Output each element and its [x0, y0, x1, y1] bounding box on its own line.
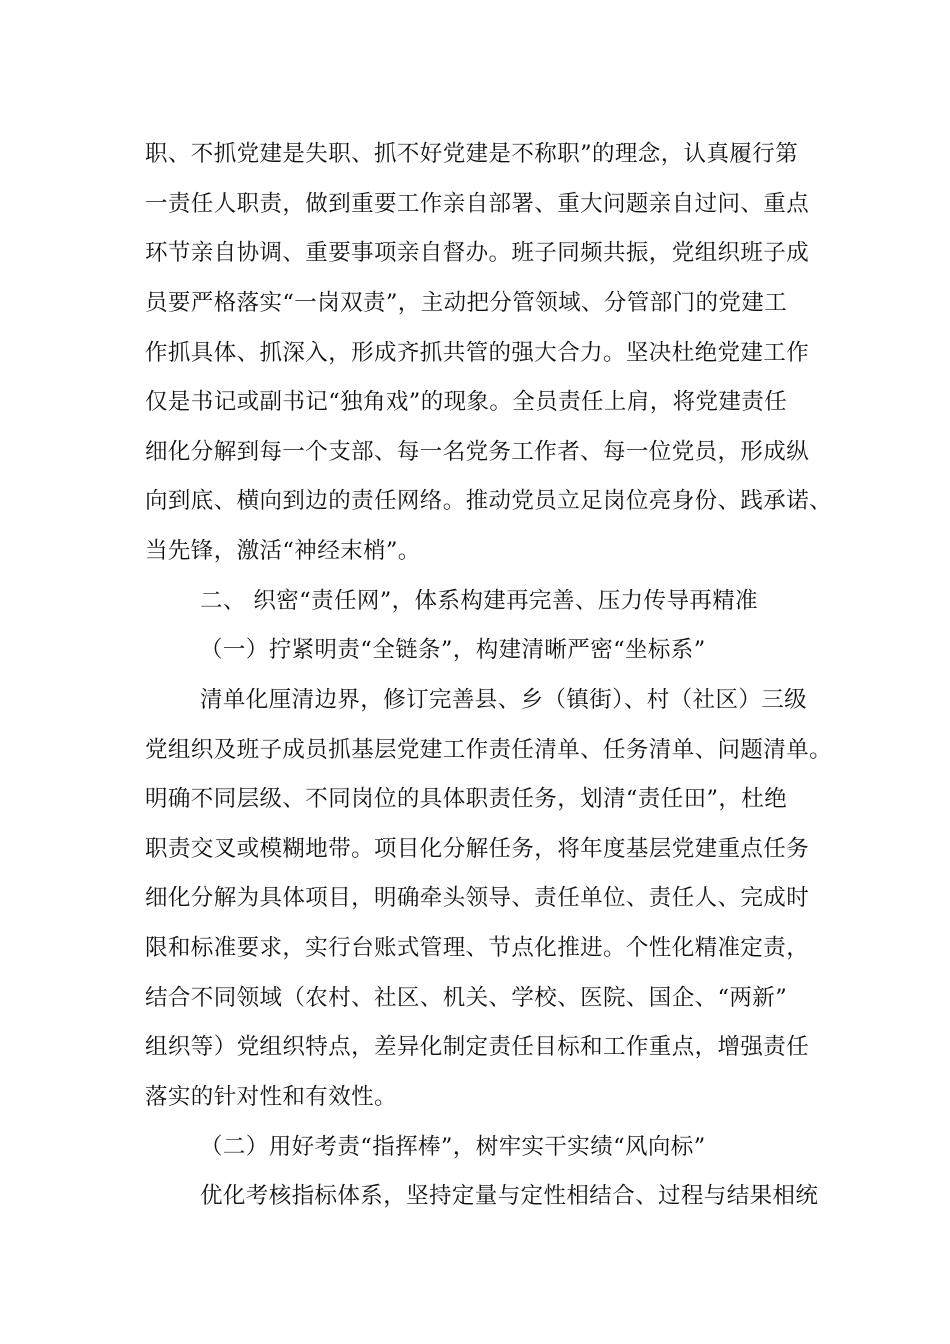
paragraph-line: 仅是书记或副书记“独角戏”的现象。全员责任上肩，将党建责任: [145, 389, 788, 415]
paragraph-line: 职、不抓党建是失职、抓不好党建是不称职”的理念，认真履行第: [145, 141, 799, 167]
paragraph-line: 党组织及班子成员抓基层党建工作责任清单、任务清单、问题清单。: [145, 737, 833, 763]
paragraph-first-line: 清单化厘清边界，修订完善县、乡（镇街）、村（社区）三级: [200, 687, 808, 713]
paragraph-line: 向到底、横向到边的责任网络。推动党员立足岗位亮身份、践承诺、: [145, 488, 833, 514]
paragraph-first-line: 优化考核指标体系，坚持定量与定性相结合、过程与结果相统: [200, 1183, 819, 1209]
section-heading: 二、 织密“责任网”，体系构建再完善、压力传导再精准: [200, 588, 759, 614]
paragraph-line: 作抓具体、抓深入，形成齐抓共管的强大合力。坚决杜绝党建工作: [145, 340, 810, 366]
paragraph-line: 环节亲自协调、重要事项亲自督办。班子同频共振，党组织班子成: [145, 240, 810, 266]
subsection-heading: （一）拧紧明责“全链条”，构建清晰严密“坐标系”: [200, 637, 706, 663]
paragraph-line: 当先锋，激活“神经末梢”。: [145, 538, 421, 564]
paragraph-line: 员要严格落实“一岗双责”，主动把分管领域、分管部门的党建工: [145, 290, 788, 316]
paragraph-line: 职责交叉或模糊地带。项目化分解任务，将年度基层党建重点任务: [145, 836, 810, 862]
paragraph-line: 明确不同层级、不同岗位的具体职责任务，划清“责任田”，杜绝: [145, 786, 788, 812]
paragraph-line: 细化分解到每一个支部、每一名党务工作者、每一位党员，形成纵: [145, 439, 810, 465]
subsection-heading: （二）用好考责“指挥棒”，树牢实干实绩“风向标”: [200, 1134, 706, 1160]
paragraph-line: 组织等）党组织特点，差异化制定责任目标和工作重点，增强责任: [145, 1034, 810, 1060]
paragraph-line: 落实的针对性和有效性。: [145, 1084, 397, 1110]
paragraph-line: 结合不同领域（农村、社区、机关、学校、医院、国企、“两新”: [145, 985, 788, 1011]
paragraph-line: 细化分解为具体项目，明确牵头领导、责任单位、责任人、完成时: [145, 885, 810, 911]
paragraph-line: 一责任人职责，做到重要工作亲自部署、重大问题亲自过问、重点: [145, 191, 810, 217]
paragraph-line: 限和标准要求，实行台账式管理、节点化推进。个性化精准定责，: [145, 935, 810, 961]
